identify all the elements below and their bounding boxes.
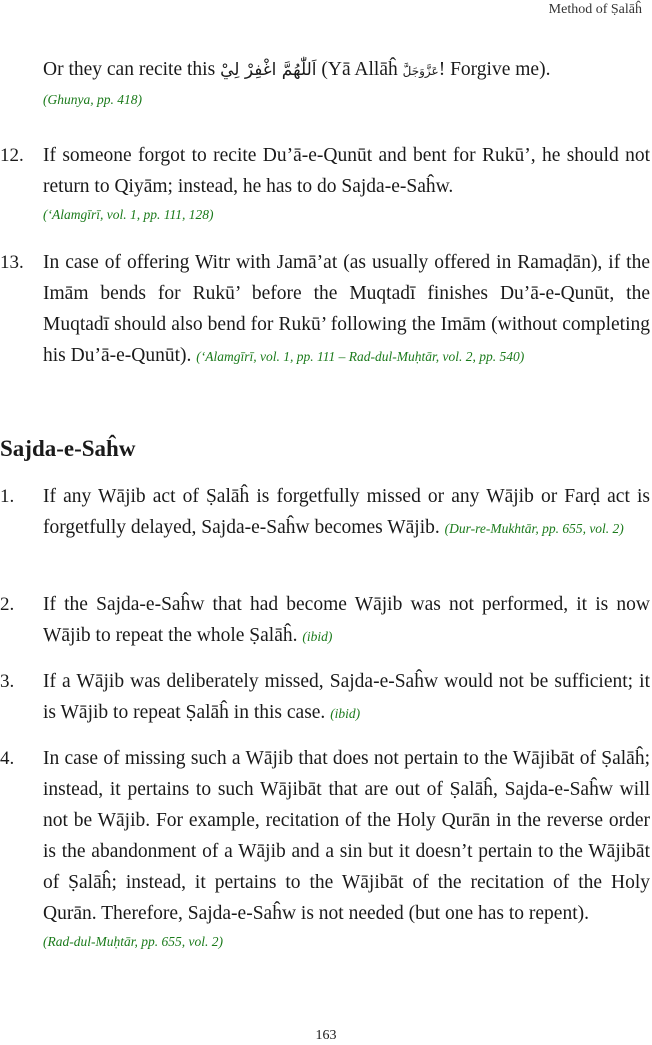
item-number: 2. (0, 594, 15, 615)
item-number: 1. (0, 486, 15, 507)
running-header: Method of Ṣalāĥ (548, 2, 642, 17)
list-item (0, 481, 652, 543)
item-text: In case of missing such a Wājib that does not pertain to the Wājibāt of Ṣalāĥ; instead, it pertains to such Wājibāt that are out of Ṣalāĥ, Sajda-e-Saĥw will not be Wājib. For example, recitation of the Holy Qurān in the reverse order is the abandonment of a Wājib and a sin but it doesn’t pertain to the Wājibāt of Ṣalāĥ; instead, it pertains to the Wājibāt of the recitation of the Holy Qurān. Therefore, Sajda-e-Saĥw is not needed (but one has to repent). (43, 748, 650, 924)
item-number: 3. (0, 671, 15, 692)
item-number: 4. (0, 748, 15, 769)
reference-citation: (‘Alamgīrī, vol. 1, pp. 111, 128) (43, 207, 214, 222)
list-item (0, 589, 652, 651)
item-text: If someone forgot to recite Du’ā-e-Qunūt and bent for Rukū’, he should not return to Qiyām; instead, he has to do Sajda-e-Saĥw. (43, 145, 650, 197)
intro-paragraph (0, 54, 652, 111)
item-text: In case of offering Witr with Jamā’at (as usually offered in Ramaḍān), if the Imām bends for Rukū’ before the Muqtadī finishes Du’ā-e-Qunūt, the Muqtadī should also bend for Rukū’ following the Imām (without completing his Du’ā-e-Qunūt). (43, 252, 650, 366)
intro-text-middle: (Yā Allāĥ (316, 59, 403, 80)
item-text: If the Sajda-e-Saĥw that had become Wājib was not performed, it is now Wājib to repeat the whole Ṣalāĥ. (43, 594, 650, 646)
list-item (0, 247, 652, 371)
page-number: 163 (315, 1028, 337, 1043)
list-item (0, 140, 652, 226)
reference-citation: (ibid) (302, 629, 333, 644)
reference-citation: (‘Alamgīrī, vol. 1, pp. 111 – Rad-dul-Muḥtār, vol. 2, pp. 540) (196, 349, 525, 364)
arabic-honorific: عَزَّوَجَلَّ (402, 64, 439, 78)
reference-citation: (Dur-re-Mukhtār, pp. 655, vol. 2) (444, 521, 624, 536)
reference-citation: (Rad-dul-Muḥtār, pp. 655, vol. 2) (43, 934, 223, 949)
arabic-supplication: اَللّٰهُمَّ اغْفِرْ لِيْ (220, 60, 317, 80)
list-item (0, 743, 652, 953)
reference-citation: (ibid) (330, 706, 361, 721)
section-heading: Sajda-e-Saĥw (0, 436, 136, 461)
item-number: 12. (0, 145, 24, 166)
item-number: 13. (0, 252, 24, 273)
item-text: If a Wājib was deliberately missed, Sajda-e-Saĥw would not be sufficient; it is Wājib to repeat Ṣalāĥ in this case. (43, 671, 650, 723)
item-text: If any Wājib act of Ṣalāĥ is forgetfully missed or any Wājib or Farḍ act is forgetfully delayed, Sajda-e-Saĥw becomes Wājib. (43, 486, 650, 538)
list-item (0, 666, 652, 728)
intro-text-after: ! Forgive me). (438, 59, 551, 80)
intro-text-before: Or they can recite this (43, 59, 221, 80)
reference-citation: (Ghunya, pp. 418) (43, 92, 142, 107)
